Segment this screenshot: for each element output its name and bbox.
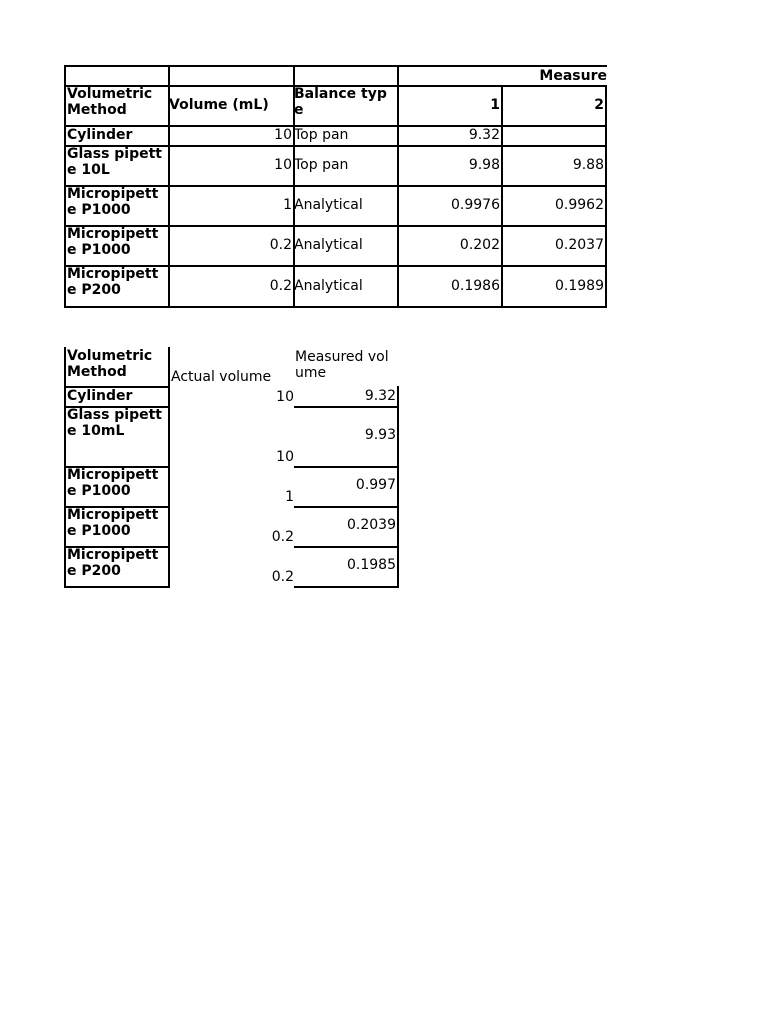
header-balance-label: Balance type xyxy=(294,86,387,118)
table-row-m1-cell[interactable] xyxy=(397,125,503,147)
table-row-method-cell[interactable] xyxy=(64,265,170,308)
table-row-balance-cell[interactable] xyxy=(293,265,399,308)
header-actual-label: Actual volume xyxy=(171,369,272,385)
row-volume: 0.2 xyxy=(269,237,292,253)
table-row-actual-cell[interactable] xyxy=(170,386,295,408)
table-row-actual-cell[interactable] xyxy=(170,506,295,548)
table-row-balance-cell[interactable] xyxy=(293,225,399,267)
table-row-method-cell[interactable] xyxy=(64,546,170,588)
table-row-measured-cell[interactable] xyxy=(294,386,399,408)
row-m2: 0.2037 xyxy=(555,237,604,253)
row-method: Micropipette P1000 xyxy=(67,186,159,218)
blank-header-cell[interactable] xyxy=(168,65,295,87)
table-row-m1-cell[interactable] xyxy=(397,145,503,187)
header-method-cell[interactable] xyxy=(64,347,170,388)
row-method: Cylinder xyxy=(67,127,133,143)
header-m1-label: 1 xyxy=(490,97,500,113)
header-m1-cell[interactable] xyxy=(397,85,503,127)
row-balance: Top pan xyxy=(294,127,349,143)
table-row-actual-cell[interactable] xyxy=(170,406,295,468)
row-measured: 0.2039 xyxy=(347,516,396,533)
table-row-measured-cell[interactable] xyxy=(294,466,399,508)
row-m2: 0.1989 xyxy=(555,277,604,294)
table-row-method-cell[interactable] xyxy=(64,406,170,468)
row-method: Glass pipette 10L xyxy=(67,146,162,178)
row-measured: 9.93 xyxy=(364,426,396,443)
table-row-method-cell[interactable] xyxy=(64,125,170,147)
row-method: Micropipette P1000 xyxy=(67,226,159,258)
row-method: Micropipette P200 xyxy=(67,547,159,579)
table-row-measured-cell[interactable] xyxy=(294,506,399,548)
table-row-m1-cell[interactable] xyxy=(397,225,503,267)
blank-header-cell[interactable] xyxy=(293,65,399,87)
row-method: Micropipette P200 xyxy=(67,266,159,298)
row-m1: 0.9976 xyxy=(451,197,500,213)
table-row-m2-cell[interactable] xyxy=(501,125,607,147)
row-measured: 9.32 xyxy=(364,388,396,404)
row-volume: 10 xyxy=(274,127,292,143)
row-balance: Top pan xyxy=(294,157,349,173)
table-row-measured-cell[interactable] xyxy=(294,546,399,588)
table-row-method-cell[interactable] xyxy=(64,225,170,267)
row-m1: 0.1986 xyxy=(451,277,500,294)
row-m1: 9.32 xyxy=(468,127,500,143)
table-row-m2-cell[interactable] xyxy=(501,225,607,267)
table-row-m1-cell[interactable] xyxy=(397,185,503,227)
table-row-measured-cell[interactable] xyxy=(294,406,399,468)
table-row-volume-cell[interactable] xyxy=(168,185,295,227)
table-row-balance-cell[interactable] xyxy=(293,185,399,227)
row-method: Micropipette P1000 xyxy=(67,507,159,539)
measured-header-cell[interactable] xyxy=(397,65,607,87)
row-actual: 0.2 xyxy=(271,569,294,585)
row-actual: 1 xyxy=(285,489,294,505)
table-row-m2-cell[interactable] xyxy=(501,185,607,227)
header-m2-label: 2 xyxy=(594,97,604,113)
row-balance: Analytical xyxy=(294,197,363,213)
table-row-volume-cell[interactable] xyxy=(168,125,295,147)
header-method-cell[interactable] xyxy=(64,85,170,127)
row-balance: Analytical xyxy=(294,277,363,294)
table-row-balance-cell[interactable] xyxy=(293,125,399,147)
table-row-m2-cell[interactable] xyxy=(501,265,607,308)
blank-header-cell[interactable] xyxy=(64,65,170,87)
header-method-label: Volumetric Method xyxy=(67,86,153,118)
table-row-method-cell[interactable] xyxy=(64,466,170,508)
table-row-balance-cell[interactable] xyxy=(293,145,399,187)
row-m2: 0.9962 xyxy=(555,197,604,213)
table-row-actual-cell[interactable] xyxy=(170,466,295,508)
table-row-method-cell[interactable] xyxy=(64,145,170,187)
row-actual: 10 xyxy=(276,449,294,465)
row-volume: 0.2 xyxy=(269,277,292,294)
header-volume-cell[interactable] xyxy=(168,85,295,127)
row-method: Micropipette P1000 xyxy=(67,467,159,499)
row-m1: 9.98 xyxy=(468,157,500,173)
row-measured: 0.997 xyxy=(355,476,396,493)
row-actual: 10 xyxy=(276,389,294,405)
header-measured-cell[interactable] xyxy=(294,347,398,388)
row-balance: Analytical xyxy=(294,237,363,253)
row-m2: 9.88 xyxy=(572,157,604,173)
row-volume: 1 xyxy=(283,197,292,213)
measured-header-label: Measure xyxy=(539,68,607,84)
row-volume: 10 xyxy=(274,157,292,173)
table-row-actual-cell[interactable] xyxy=(170,546,295,588)
table-row-method-cell[interactable] xyxy=(64,185,170,227)
table-row-volume-cell[interactable] xyxy=(168,145,295,187)
table-row-m1-cell[interactable] xyxy=(397,265,503,308)
table-row-method-cell[interactable] xyxy=(64,506,170,548)
header-method-label: Volumetric Method xyxy=(67,348,153,380)
header-measured-label: Measured volume xyxy=(295,349,389,381)
row-actual: 0.2 xyxy=(271,529,294,545)
row-measured: 0.1985 xyxy=(347,556,396,573)
row-method: Glass pipette 10mL xyxy=(67,407,162,439)
header-actual-cell[interactable] xyxy=(170,347,295,388)
row-method: Cylinder xyxy=(67,388,133,404)
row-m1: 0.202 xyxy=(459,237,500,253)
table-row-volume-cell[interactable] xyxy=(168,265,295,308)
header-balance-cell[interactable] xyxy=(293,85,399,127)
table-row-m2-cell[interactable] xyxy=(501,145,607,187)
table-row-volume-cell[interactable] xyxy=(168,225,295,267)
header-volume-label: Volume (mL) xyxy=(169,97,269,113)
table-row-method-cell[interactable] xyxy=(64,386,170,408)
header-m2-cell[interactable] xyxy=(501,85,607,127)
